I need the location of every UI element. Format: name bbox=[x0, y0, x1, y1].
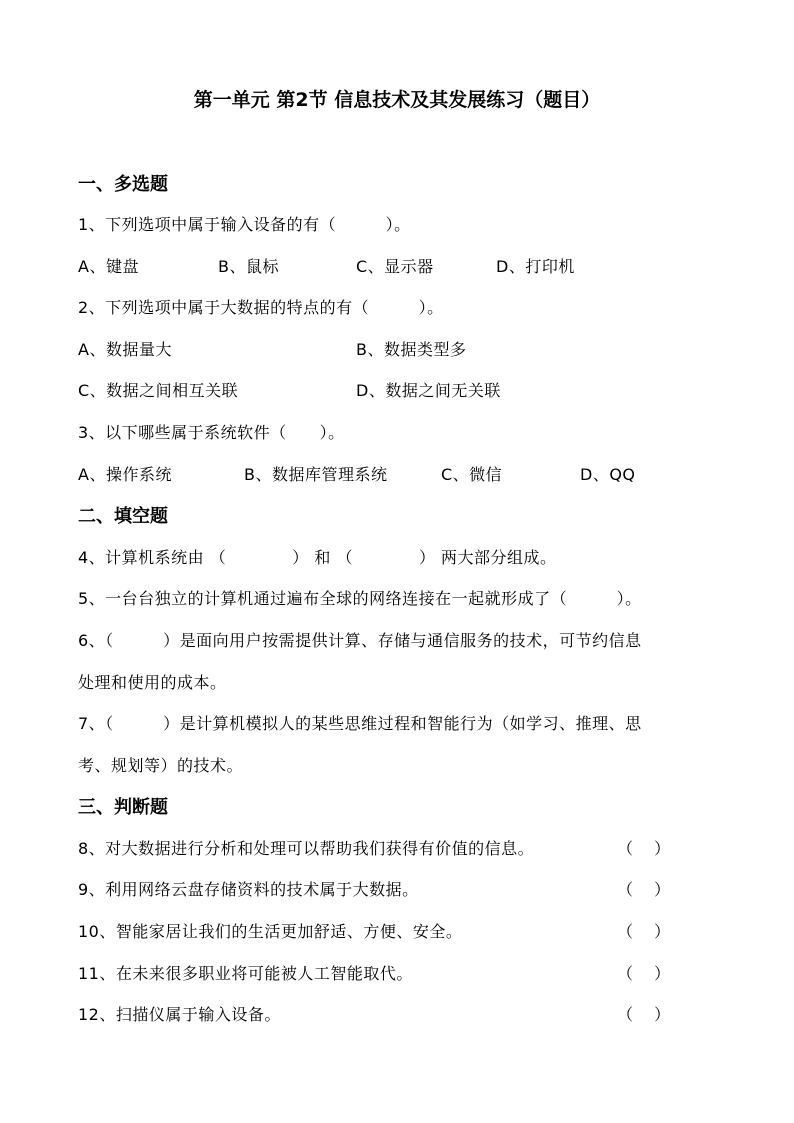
q1-option-d: D、打印机 bbox=[496, 257, 575, 276]
section-heading-fill: 二、填空题 bbox=[78, 506, 168, 527]
q2-option-d: D、数据之间无关联 bbox=[356, 381, 501, 400]
question-4: 4、计算机系统由 （ ） 和 （ ） 两大部分组成。 bbox=[78, 548, 557, 567]
q3-option-a: A、操作系统 bbox=[78, 465, 172, 484]
q1-option-b: B、鼠标 bbox=[218, 257, 279, 276]
page-title: 第一单元 第2节 信息技术及其发展练习（题目） bbox=[193, 89, 601, 111]
q3-option-b: B、数据库管理系统 bbox=[244, 465, 388, 484]
question-3: 3、以下哪些属于系统软件（ ）。 bbox=[78, 423, 345, 442]
question-7-line-1: 7、（ ）是计算机模拟人的某些思维过程和智能行为（如学习、推理、思 bbox=[78, 714, 642, 733]
question-9: 9、利用网络云盘存储资料的技术属于大数据。 bbox=[78, 880, 419, 899]
answer-paren-8: （ ） bbox=[617, 839, 671, 858]
q3-option-d: D、QQ bbox=[580, 465, 636, 484]
section-heading-judge: 三、判断题 bbox=[78, 797, 168, 818]
q2-option-a: A、数据量大 bbox=[78, 340, 172, 359]
q1-option-c: C、显示器 bbox=[356, 257, 434, 276]
q2-option-b: B、数据类型多 bbox=[356, 340, 467, 359]
q3-option-c: C、微信 bbox=[441, 465, 503, 484]
answer-paren-11: （ ） bbox=[617, 964, 671, 983]
section-heading-multi: 一、多选题 bbox=[78, 174, 168, 195]
question-1: 1、下列选项中属于输入设备的有（ ）。 bbox=[78, 215, 411, 234]
q2-option-c: C、数据之间相互关联 bbox=[78, 381, 239, 400]
question-2: 2、下列选项中属于大数据的特点的有（ ）。 bbox=[78, 298, 444, 317]
question-12: 12、扫描仪属于输入设备。 bbox=[78, 1005, 281, 1024]
answer-paren-10: （ ） bbox=[617, 922, 671, 941]
q1-option-a: A、键盘 bbox=[78, 257, 139, 276]
question-7-line-2: 考、规划等）的技术。 bbox=[78, 756, 244, 775]
question-10: 10、智能家居让我们的生活更加舒适、方便、安全。 bbox=[78, 922, 463, 941]
question-5: 5、一台台独立的计算机通过遍布全球的网络连接在一起就形成了（ ）。 bbox=[78, 589, 642, 608]
answer-paren-9: （ ） bbox=[617, 880, 671, 899]
question-11: 11、在未来很多职业将可能被人工智能取代。 bbox=[78, 964, 413, 983]
question-8: 8、对大数据进行分析和处理可以帮助我们获得有价值的信息。 bbox=[78, 839, 535, 858]
question-6-line-1: 6、（ ）是面向用户按需提供计算、存储与通信服务的技术，可节约信息 bbox=[78, 631, 642, 650]
question-6-line-2: 处理和使用的成本。 bbox=[78, 673, 227, 692]
answer-paren-12: （ ） bbox=[617, 1005, 671, 1024]
